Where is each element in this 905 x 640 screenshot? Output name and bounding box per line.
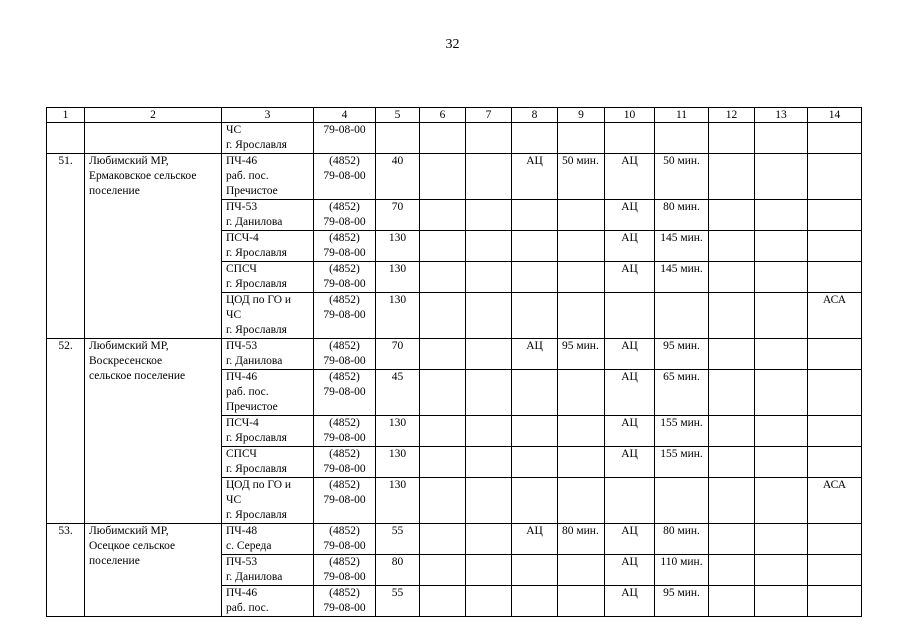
cell-vehicle-first: АЦ [512,339,558,370]
cell-arrival-time: 80 мин. [655,200,709,231]
cell-unit-line: г. Ярославля [226,324,287,336]
cell-arrival-time: 65 мин. [655,370,709,416]
cell-col13 [755,339,808,370]
cell-unit-line: ЧС [226,124,242,136]
cell-col6 [420,586,466,617]
cell-col7 [466,339,512,370]
cell-unit [222,293,314,339]
cell-time-first: 50 мин. [558,154,605,200]
cell-phone [314,524,376,555]
cell-col13 [755,524,808,555]
cell-col12 [709,416,755,447]
cell-col7 [466,586,512,617]
cell-settlement-line: сельское поселение [89,370,186,382]
cell-settlement [85,154,222,339]
cell-distance: 130 [376,416,420,447]
cell-unit [222,123,314,154]
cell-phone-line: (4852) [329,263,360,275]
cell-settlement-line: поселение [89,185,140,197]
cell-phone-line: (4852) [329,587,360,599]
cell-phone-line: (4852) [329,232,360,244]
cell-unit [222,370,314,416]
cell-time-first [558,293,605,339]
cell-col13 [755,447,808,478]
cell-col6 [420,478,466,524]
cell-distance: 130 [376,478,420,524]
column-header: 12 [709,108,755,123]
cell-vehicle: АЦ [605,154,655,200]
cell-unit-line: раб. пос. [226,602,269,614]
cell-vehicle: АЦ [605,447,655,478]
cell-arrival-time: 145 мин. [655,262,709,293]
cell-col6 [420,154,466,200]
cell-col12 [709,370,755,416]
cell-arrival-time: 50 мин. [655,154,709,200]
cell-unit-line: г. Ярославля [226,139,287,151]
cell-unit [222,200,314,231]
cell-col13 [755,478,808,524]
cell-unit [222,262,314,293]
cell-time-first [558,370,605,416]
cell-unit-line: ЧС [226,309,242,321]
cell-col13 [755,555,808,586]
cell-distance: 130 [376,447,420,478]
cell-rescue [808,586,862,617]
cell-arrival-time [655,293,709,339]
cell-vehicle-first [512,200,558,231]
cell-distance: 55 [376,586,420,617]
cell-vehicle-first [512,416,558,447]
cell-time-first [558,231,605,262]
cell-col6 [420,416,466,447]
column-header: 6 [420,108,466,123]
cell-rescue: АСА [808,293,862,339]
cell-unit-line: ЧС [226,494,242,506]
cell-col6 [420,200,466,231]
cell-col12 [709,339,755,370]
cell-col12 [709,123,755,154]
cell-time-first [558,478,605,524]
cell-rescue: АСА [808,478,862,524]
cell-vehicle: АЦ [605,524,655,555]
cell-col9 [558,123,605,154]
cell-phone-line: 79-08-00 [323,309,366,321]
cell-col13 [755,231,808,262]
page-number: 32 [445,37,460,52]
cell-distance: 130 [376,231,420,262]
cell-vehicle: АЦ [605,555,655,586]
cell-vehicle: АЦ [605,416,655,447]
column-header: 7 [466,108,512,123]
cell-phone-line: 79-08-00 [323,386,366,398]
table-body [47,123,862,617]
cell-unit [222,586,314,617]
cell-vehicle-first [512,447,558,478]
cell-vehicle: АЦ [605,200,655,231]
cell-phone-line: (4852) [329,556,360,568]
cell-vehicle-first [512,293,558,339]
cell-unit-line: ПСЧ-4 [226,417,259,429]
cell-phone-line: (4852) [329,201,360,213]
cell-phone-line: 79-08-00 [323,540,366,552]
cell-col7 [466,370,512,416]
cell-vehicle-first: АЦ [512,154,558,200]
cell-vehicle-first: АЦ [512,524,558,555]
cell-col7 [466,200,512,231]
cell-col13 [755,154,808,200]
cell-settlement [85,524,222,617]
cell-phone-line: (4852) [329,448,360,460]
cell-col5 [376,123,420,154]
cell-unit [222,231,314,262]
cell-distance: 70 [376,339,420,370]
cell-vehicle: АЦ [605,370,655,416]
cell-col12 [709,524,755,555]
cell-phone-line: 79-08-00 [323,170,366,182]
cell-phone [314,416,376,447]
cell-phone-line: 79-08-00 [323,463,366,475]
cell-col6 [420,123,466,154]
cell-vehicle-first [512,586,558,617]
cell-time-first [558,262,605,293]
cell-settlement-line: Любимский МР, [89,525,169,537]
cell-distance: 130 [376,293,420,339]
cell-col7 [466,154,512,200]
cell-col12 [709,154,755,200]
cell-phone-line: (4852) [329,294,360,306]
cell-vehicle [605,293,655,339]
cell-time-first [558,586,605,617]
cell-col6 [420,370,466,416]
table-row [47,154,862,200]
cell-time-first: 95 мин. [558,339,605,370]
cell-time-first [558,416,605,447]
cell-col10 [605,123,655,154]
cell-settlement-line: Ермаковское сельское [89,170,197,182]
cell-rescue [808,555,862,586]
cell-rescue [808,524,862,555]
cell-vehicle-first [512,262,558,293]
cell-unit-line: раб. пос. [226,170,269,182]
data-table [46,107,862,617]
column-header: 8 [512,108,558,123]
cell-col7 [466,478,512,524]
cell-phone [314,231,376,262]
cell-unit [222,478,314,524]
cell-phone [314,262,376,293]
cell-unit-line: г. Данилова [226,216,283,228]
column-header: 4 [314,108,376,123]
cell-unit-line: ПЧ-53 [226,340,258,352]
cell-col12 [709,262,755,293]
cell-unit-line: г. Ярославля [226,278,287,290]
cell-col6 [420,262,466,293]
cell-phone [314,200,376,231]
table-row [47,524,862,555]
cell-phone-line: (4852) [329,155,360,167]
cell-phone [314,123,376,154]
cell-col13 [755,586,808,617]
cell-col14 [808,123,862,154]
cell-time-first [558,447,605,478]
cell-time-first [558,555,605,586]
cell-unit-line: г. Данилова [226,355,283,367]
cell-phone-line: 79-08-00 [323,278,366,290]
cell-settlement-line: Воскресенское [89,355,163,367]
cell-col6 [420,447,466,478]
cell-phone [314,478,376,524]
cell-rescue [808,262,862,293]
cell-phone-line: (4852) [329,417,360,429]
cell-col13 [755,262,808,293]
cell-vehicle-first [512,370,558,416]
cell-arrival-time: 95 мин. [655,339,709,370]
cell-rescue [808,416,862,447]
cell-arrival-time: 110 мин. [655,555,709,586]
cell-phone [314,293,376,339]
cell-unit [222,339,314,370]
cell-col12 [709,200,755,231]
cell-phone-line: (4852) [329,340,360,352]
cell-phone-line: (4852) [329,479,360,491]
cell-col13 [755,416,808,447]
cell-unit [222,154,314,200]
cell-phone-line: 79-08-00 [323,355,366,367]
cell-unit-line: ПЧ-48 [226,525,258,537]
cell-phone-line: (4852) [329,525,360,537]
header-row [47,108,862,123]
cell-col7 [466,524,512,555]
cell-unit [222,416,314,447]
cell-settlement-line: Осецкое сельское [89,540,176,552]
cell-col12 [709,231,755,262]
cell-phone-line: 79-08-00 [323,494,366,506]
cell-phone-line: 79-08-00 [323,602,366,614]
cell-unit [222,555,314,586]
column-header: 11 [655,108,709,123]
cell-unit-line: ПЧ-53 [226,201,258,213]
cell-unit-line: г. Ярославля [226,509,287,521]
cell-unit-line: Пречистое [226,401,278,413]
cell-phone-line: 79-08-00 [323,124,366,136]
cell-number [47,123,85,154]
column-header: 13 [755,108,808,123]
cell-distance: 45 [376,370,420,416]
cell-rescue [808,200,862,231]
cell-phone-line: 79-08-00 [323,432,366,444]
cell-rescue [808,154,862,200]
column-header: 14 [808,108,862,123]
cell-arrival-time: 95 мин. [655,586,709,617]
cell-phone [314,555,376,586]
column-header: 1 [47,108,85,123]
cell-col13 [755,293,808,339]
cell-unit-line: ПЧ-46 [226,587,258,599]
cell-col6 [420,524,466,555]
cell-number: 51. [47,154,85,339]
cell-col7 [466,416,512,447]
cell-settlement-line: Любимский МР, [89,340,169,352]
cell-unit [222,524,314,555]
cell-phone [314,370,376,416]
cell-vehicle: АЦ [605,339,655,370]
column-header: 3 [222,108,314,123]
cell-distance: 40 [376,154,420,200]
cell-unit-line: ЦОД по ГО и [226,294,292,306]
cell-unit-line: ПЧ-53 [226,556,258,568]
cell-vehicle: АЦ [605,231,655,262]
cell-col12 [709,447,755,478]
cell-vehicle [605,478,655,524]
cell-distance: 55 [376,524,420,555]
cell-settlement-line: поселение [89,555,140,567]
cell-vehicle: АЦ [605,262,655,293]
cell-col6 [420,231,466,262]
cell-col7 [466,262,512,293]
cell-unit-line: ПЧ-46 [226,371,258,383]
cell-time-first [558,200,605,231]
cell-phone [314,154,376,200]
cell-unit-line: с. Середа [226,540,272,552]
cell-phone-line: 79-08-00 [323,216,366,228]
cell-col12 [709,555,755,586]
cell-unit-line: г. Ярославля [226,432,287,444]
cell-unit-line: СПСЧ [226,448,257,460]
cell-col7 [466,447,512,478]
cell-col13 [755,123,808,154]
column-header: 10 [605,108,655,123]
column-header: 2 [85,108,222,123]
cell-unit-line: СПСЧ [226,263,257,275]
cell-col8 [512,123,558,154]
cell-unit-line: раб. пос. [226,386,269,398]
cell-phone [314,447,376,478]
cell-number: 52. [47,339,85,524]
cell-settlement-line: Любимский МР, [89,155,169,167]
cell-unit-line: ПСЧ-4 [226,232,259,244]
cell-rescue [808,370,862,416]
cell-arrival-time: 145 мин. [655,231,709,262]
table-row [47,339,862,370]
cell-rescue [808,231,862,262]
cell-col11 [655,123,709,154]
cell-col12 [709,586,755,617]
cell-distance: 130 [376,262,420,293]
cell-col13 [755,200,808,231]
cell-arrival-time: 155 мин. [655,416,709,447]
cell-phone-line: 79-08-00 [323,571,366,583]
cell-col12 [709,478,755,524]
cell-col7 [466,555,512,586]
cell-time-first: 80 мин. [558,524,605,555]
cell-vehicle-first [512,478,558,524]
cell-phone-line: (4852) [329,371,360,383]
cell-unit-line: г. Ярославля [226,247,287,259]
cell-unit-line: г. Ярославля [226,463,287,475]
cell-phone [314,586,376,617]
table-header [47,108,862,123]
cell-arrival-time: 80 мин. [655,524,709,555]
cell-phone-line: 79-08-00 [323,247,366,259]
cell-col13 [755,370,808,416]
cell-rescue [808,339,862,370]
cell-col12 [709,293,755,339]
cell-distance: 70 [376,200,420,231]
cell-rescue [808,447,862,478]
cell-col6 [420,555,466,586]
cell-vehicle-first [512,555,558,586]
cell-distance: 80 [376,555,420,586]
cell-unit-line: ПЧ-46 [226,155,258,167]
cell-settlement [85,123,222,154]
cell-number: 53. [47,524,85,617]
cell-unit-line: Пречистое [226,185,278,197]
cell-settlement [85,339,222,524]
column-header: 5 [376,108,420,123]
column-header: 9 [558,108,605,123]
cell-phone [314,339,376,370]
cell-unit-line: ЦОД по ГО и [226,479,292,491]
cell-arrival-time: 155 мин. [655,447,709,478]
cell-unit [222,447,314,478]
cell-vehicle: АЦ [605,586,655,617]
cell-arrival-time [655,478,709,524]
cell-col7 [466,231,512,262]
cell-col7 [466,123,512,154]
table-row [47,123,862,154]
cell-vehicle-first [512,231,558,262]
cell-col7 [466,293,512,339]
cell-col6 [420,339,466,370]
cell-col6 [420,293,466,339]
cell-unit-line: г. Данилова [226,571,283,583]
